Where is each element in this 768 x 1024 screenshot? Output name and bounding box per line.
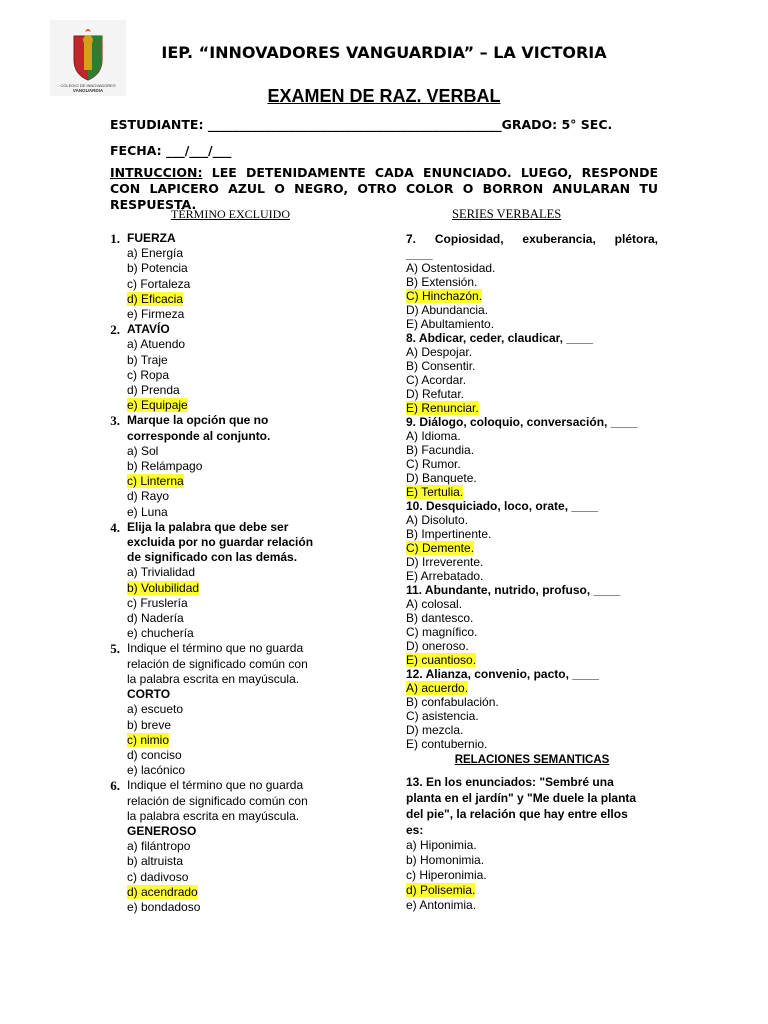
option-text: e) Antonimia.	[406, 898, 477, 912]
answer-option[interactable]	[406, 429, 658, 443]
highlighted-answer: c) Linterna	[127, 474, 184, 489]
verbal-series-section	[406, 231, 658, 913]
option-text: D) Banquete.	[406, 471, 477, 485]
highlighted-answer: e) Equipaje	[127, 398, 188, 413]
answer-option[interactable]	[127, 307, 367, 322]
instruction-label: INTRUCCION:	[110, 165, 203, 180]
answer-option[interactable]	[127, 611, 367, 626]
highlighted-answer: A) acuerdo.	[406, 681, 469, 695]
excluded-term-section	[110, 231, 367, 915]
question-stem: Elija la palabra que debe ser	[127, 519, 289, 534]
question-stem: la palabra escrita en mayúscula.	[127, 671, 300, 686]
option-text: C) magnífico.	[406, 625, 478, 639]
question-stem: excluida por no guardar relación	[127, 535, 314, 550]
option-text: e) Luna	[127, 504, 168, 519]
instruction-text: LEE DETENIDAMENTE CADA ENUNCIADO. LUEGO, RESPONDE CON LAPICERO AZUL O NEGRO, OTRO COLOR O BORRON ANULARAN TU RESPUESTA.	[110, 165, 658, 212]
question-stem: ____	[406, 247, 433, 261]
answer-option[interactable]	[406, 387, 658, 401]
question-stem: del pie", la relación que hay entre ellos	[406, 807, 628, 821]
option-text: b) altruista	[127, 854, 184, 869]
option-text: D) oneroso.	[406, 639, 469, 653]
answer-option[interactable]	[127, 398, 367, 413]
option-text: b) Homonimia.	[406, 853, 485, 867]
student-label: ESTUDIANTE:	[110, 117, 204, 132]
answer-option[interactable]	[406, 359, 658, 373]
answer-option[interactable]	[127, 292, 367, 307]
question-11	[406, 583, 658, 667]
option-text: e) Firmeza	[127, 307, 185, 322]
answer-option[interactable]	[406, 723, 658, 737]
question-stem: 8. Abdicar, ceder, claudicar, ____	[406, 331, 594, 345]
answer-option[interactable]	[406, 261, 658, 275]
answer-option[interactable]	[406, 457, 658, 471]
answer-option[interactable]	[127, 474, 367, 489]
option-text: d) Nadería	[127, 611, 184, 626]
option-text: D) mezcla.	[406, 723, 464, 737]
question-1	[110, 231, 367, 322]
question-number: 3.	[110, 413, 120, 429]
highlighted-answer: C) Hinchazón.	[406, 289, 483, 303]
question-12	[406, 667, 658, 751]
option-text: B) Facundia.	[406, 443, 475, 457]
question-6	[110, 778, 367, 915]
date-line[interactable]: FECHA: ___/___/___	[110, 143, 232, 158]
option-text: C) Rumor.	[406, 457, 461, 471]
question-5	[110, 641, 367, 778]
instructions	[110, 165, 658, 213]
question-2	[110, 322, 367, 413]
answer-option[interactable]	[406, 695, 658, 709]
answer-option[interactable]	[406, 485, 658, 499]
answer-option[interactable]	[406, 317, 658, 331]
answer-option[interactable]	[406, 289, 658, 303]
option-text: a) Atuendo	[127, 337, 186, 352]
question-keyword: GENEROSO	[127, 823, 197, 838]
answer-option[interactable]	[127, 748, 367, 763]
question-number: 2.	[110, 322, 120, 338]
option-text: d) conciso	[127, 747, 182, 762]
option-text: d) Prenda	[127, 383, 180, 398]
answer-option[interactable]	[127, 246, 367, 261]
option-text: e) chuchería	[127, 626, 194, 641]
answer-option[interactable]	[127, 581, 367, 596]
answer-option[interactable]	[127, 337, 367, 352]
option-text: B) confabulación.	[406, 695, 499, 709]
option-text: b) Potencia	[127, 261, 188, 276]
logo-line-1: COLEGIO DE INNOVADORES	[60, 83, 116, 88]
answer-option[interactable]	[127, 277, 367, 292]
question-stem: Indique el término que no guarda	[127, 641, 304, 656]
option-text: A) colosal.	[406, 597, 463, 611]
answer-option[interactable]	[127, 565, 367, 580]
question-stem: 7. Copiosidad, exuberancia, plétora,	[406, 232, 658, 246]
question-9	[406, 415, 658, 499]
question-stem: ATAVÍO	[127, 322, 170, 337]
answer-option[interactable]	[406, 709, 658, 723]
answer-option[interactable]	[127, 870, 367, 885]
answer-option[interactable]	[406, 611, 658, 625]
question-stem: FUERZA	[127, 231, 176, 245]
highlighted-answer: d) Eficacia	[127, 291, 184, 306]
question-stem: es:	[406, 823, 424, 837]
highlighted-answer: E) Renunciar.	[406, 401, 479, 415]
question-keyword: CORTO	[127, 687, 171, 702]
logo-line-2: VANGUARDIA	[72, 88, 104, 93]
highlighted-answer: E) cuantioso.	[406, 653, 477, 667]
option-text: A) Despojar.	[406, 345, 473, 359]
option-text: C) asistencia.	[406, 709, 479, 723]
answer-option[interactable]	[127, 854, 367, 869]
question-stem: Marque la opción que no	[127, 413, 269, 428]
highlighted-answer: E) Tertulia.	[406, 485, 464, 499]
option-text: a) Sol	[127, 443, 159, 458]
answer-option[interactable]	[406, 625, 658, 639]
option-text: D) Refutar.	[406, 387, 465, 401]
question-stem: corresponde al conjunto.	[127, 428, 271, 443]
answer-option[interactable]	[127, 733, 367, 748]
highlighted-answer: b) Volubilidad	[127, 580, 200, 595]
question-number: 6.	[110, 778, 120, 794]
highlighted-answer: c) nimio	[127, 732, 170, 747]
question-stem: 10. Desquiciado, loco, orate, ____	[406, 499, 599, 513]
question-3	[110, 413, 367, 519]
highlighted-answer: d) Polisemia.	[406, 883, 476, 897]
answer-option[interactable]	[127, 885, 367, 900]
option-text: A) Disoluto.	[406, 513, 469, 527]
option-text: a) Hiponimia.	[406, 838, 477, 852]
answer-option[interactable]	[127, 261, 367, 276]
question-stem: Indique el término que no guarda	[127, 778, 304, 793]
option-text: a) filántropo	[127, 839, 191, 854]
answer-option[interactable]	[406, 569, 658, 583]
left-section-heading: TÈRMINO EXCLUIDO	[171, 207, 290, 221]
question-number: 4.	[110, 519, 120, 535]
answer-option[interactable]	[406, 898, 658, 913]
answer-option[interactable]	[406, 838, 658, 853]
option-text: d) Rayo	[127, 489, 170, 504]
question-number: 1.	[110, 231, 120, 246]
question-stem: 12. Alianza, convenio, pacto, ____	[406, 667, 599, 681]
question-stem: de significado con las demás.	[127, 550, 298, 565]
answer-option[interactable]	[127, 459, 367, 474]
question-stem: planta en el jardín" y "Me duele la planta	[406, 791, 637, 805]
option-text: C) Acordar.	[406, 373, 467, 387]
answer-option[interactable]	[406, 555, 658, 569]
highlighted-answer: d) acendrado	[127, 884, 198, 899]
highlighted-answer: C) Demente.	[406, 541, 475, 555]
option-text: c) dadivoso	[127, 869, 189, 884]
exam-title: EXAMEN DE RAZ. VERBAL	[267, 86, 501, 106]
option-text: a) escueto	[127, 702, 184, 717]
answer-option[interactable]	[127, 596, 367, 611]
answer-option[interactable]	[127, 763, 367, 778]
option-text: D) Irreverente.	[406, 555, 484, 569]
option-text: A) Ostentosidad.	[406, 261, 496, 275]
answer-option[interactable]	[127, 839, 367, 854]
answer-option[interactable]	[406, 853, 658, 868]
answer-option[interactable]	[406, 373, 658, 387]
school-name: IEP. “INNOVADORES VANGUARDIA” – LA VICTORIA	[161, 43, 607, 62]
option-text: c) Fortaleza	[127, 276, 191, 291]
question-4	[110, 519, 367, 642]
answer-option[interactable]	[406, 527, 658, 541]
option-text: b) Traje	[127, 352, 168, 367]
answer-option[interactable]	[127, 505, 367, 520]
question-10	[406, 499, 658, 583]
option-text: e) bondadoso	[127, 899, 201, 914]
question-stem: 13. En los enunciados: "Sembré una	[406, 775, 614, 789]
option-text: a) Trivialidad	[127, 565, 196, 580]
answer-option[interactable]	[406, 345, 658, 359]
answer-option[interactable]	[127, 353, 367, 368]
answer-option[interactable]	[406, 737, 658, 751]
student-line	[110, 117, 612, 132]
option-text: A) Idioma.	[406, 429, 461, 443]
question-number: 5.	[110, 641, 120, 657]
answer-option[interactable]	[406, 883, 658, 898]
answer-option[interactable]	[127, 383, 367, 398]
student-name-field[interactable]: _______________________________________________	[207, 117, 502, 132]
answer-option[interactable]	[127, 368, 367, 383]
answer-option[interactable]	[127, 702, 367, 717]
question-stem: 9. Diálogo, coloquio, conversación, ____	[406, 415, 638, 429]
answer-option[interactable]	[406, 513, 658, 527]
question-stem: relación de significado común con	[127, 793, 308, 808]
option-text: c) Hiperonimia.	[406, 868, 487, 882]
question-7	[406, 231, 658, 331]
semantic-relations-heading: RELACIONES SEMANTICAS	[454, 754, 610, 766]
question-stem: 11. Abundante, nutrido, profuso, ____	[406, 583, 621, 597]
question-8	[406, 331, 658, 415]
option-text: b) breve	[127, 717, 172, 732]
question-stem: la palabra escrita en mayúscula.	[127, 808, 300, 823]
option-text: E) Abultamiento.	[406, 317, 495, 331]
answer-option[interactable]	[406, 653, 658, 667]
option-text: e) lacónico	[127, 763, 186, 778]
answer-option[interactable]	[406, 471, 658, 485]
option-text: B) dantesco.	[406, 611, 474, 625]
answer-option[interactable]	[127, 626, 367, 641]
option-text: D) Abundancia.	[406, 303, 489, 317]
answer-option[interactable]	[127, 718, 367, 733]
answer-option[interactable]	[406, 443, 658, 457]
answer-option[interactable]	[406, 868, 658, 883]
answer-option[interactable]	[406, 401, 658, 415]
option-text: B) Extensión.	[406, 275, 478, 289]
answer-option[interactable]	[406, 275, 658, 289]
option-text: B) Consentir.	[406, 359, 476, 373]
question-13	[406, 774, 658, 913]
option-text: E) contubernio.	[406, 737, 488, 751]
answer-option[interactable]	[127, 489, 367, 504]
answer-option[interactable]	[127, 900, 367, 915]
answer-option[interactable]	[406, 303, 658, 317]
answer-option[interactable]	[406, 541, 658, 555]
grade-label: GRADO: 5° SEC.	[501, 117, 613, 132]
right-section-heading: SERIES VERBALES	[452, 207, 562, 221]
option-text: b) Relámpago	[127, 459, 203, 474]
option-text: E) Arrebatado.	[406, 569, 484, 583]
answer-option[interactable]	[406, 597, 658, 611]
answer-option[interactable]	[406, 681, 658, 695]
answer-option[interactable]	[406, 639, 658, 653]
option-text: c) Fruslería	[127, 595, 188, 610]
option-text: a) Energía	[127, 246, 184, 261]
question-stem: relación de significado común con	[127, 656, 308, 671]
answer-option[interactable]	[127, 444, 367, 459]
option-text: B) Impertinente.	[406, 527, 492, 541]
option-text: c) Ropa	[127, 367, 170, 382]
